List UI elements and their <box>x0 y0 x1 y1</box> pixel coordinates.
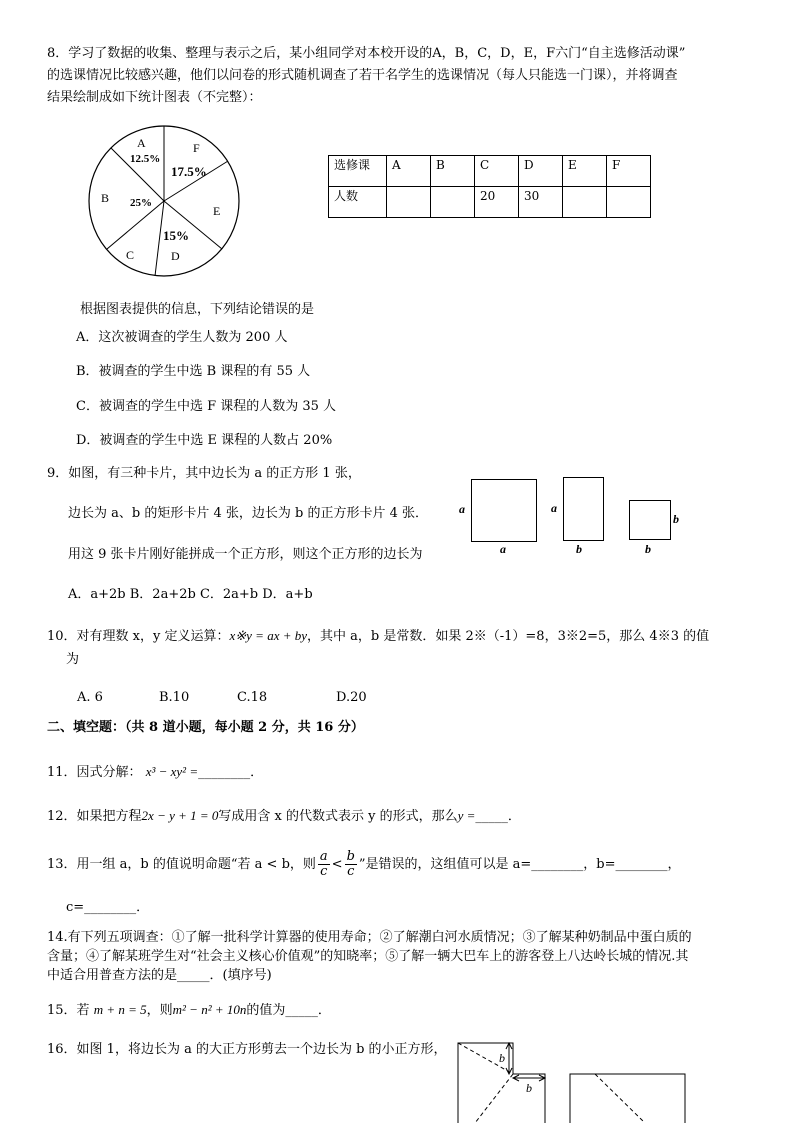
q12-text: 12．如果把方程 <box>47 809 142 824</box>
q13-text: ”是错误的，这组值可以是 a=________，b=________， <box>358 857 681 872</box>
q10-text: ，其中 a，b 是常数．如果 2※（-1）=8，3※2=5，那么 4※3 的值 <box>307 629 710 644</box>
fraction-denominator: c <box>347 864 355 879</box>
q16-line1: 16．如图 1，将边长为 a 的大正方形剪去一个边长为 b 的小正方形， <box>47 1042 447 1057</box>
q10-formula: x※y = ax + by <box>229 628 308 643</box>
pie-label-f: F <box>193 141 200 155</box>
q10-line2: 为 <box>66 652 80 667</box>
q11-post: ． <box>250 765 264 780</box>
q10-option-c: C.18 <box>237 690 268 705</box>
q12 <box>47 806 521 827</box>
table-cell <box>387 187 431 218</box>
q9-line1: 9．如图，有三种卡片，其中边长为 a 的正方形 1 张， <box>47 466 361 481</box>
q15-post: 的值为_____． <box>246 1003 331 1018</box>
q9-options: A．a+2b B．2a+2b C．2a+b D．a+b <box>68 587 313 602</box>
q13-line1 <box>47 850 681 879</box>
fraction-numerator: b <box>346 849 355 864</box>
q9-line2: 边长为 a、b 的矩形卡片 4 张，边长为 b 的正方形卡片 4 张． <box>68 506 428 521</box>
fraction-a-over-c <box>318 850 330 879</box>
pie-pct-b: 25% <box>130 197 152 209</box>
table-cell <box>607 187 651 218</box>
table-cell: E <box>563 156 607 187</box>
pie-label-c: C <box>126 248 135 262</box>
card-square-a <box>471 479 537 542</box>
q8-option-d: D．被调查的学生中选 E 课程的人数占 20% <box>76 433 333 448</box>
table-cell: F <box>607 156 651 187</box>
pie-label-a: A <box>137 136 146 150</box>
q15 <box>47 1000 331 1021</box>
table-row <box>329 187 651 218</box>
table-header-row <box>329 156 651 187</box>
q12-post: ． <box>507 809 521 824</box>
q15-text: ，则 <box>146 1003 173 1018</box>
q8-option-a: A．这次被调查的学生人数为 200 人 <box>76 330 288 345</box>
table-cell: 人数 <box>329 187 387 218</box>
fraction-denominator: c <box>320 864 328 879</box>
card-label: b <box>576 542 582 556</box>
q10-option-b: B.10 <box>159 690 190 705</box>
q8-line2: 的选课情况比较感兴趣，他们以问卷的形式随机调查了若干名学生的选课情况（每人只能选一门课），并将调查 <box>47 68 678 83</box>
pie-pct-a: 12.5% <box>130 153 161 165</box>
section-heading: 二、填空题：（共 8 道小题，每小题 2 分，共 16 分） <box>47 720 364 735</box>
q12-text: 写成用含 x 的代数式表示 y 的形式，那么 <box>218 809 458 824</box>
q11-expr: x³ − xy² = <box>145 764 199 779</box>
card-square-b <box>629 500 671 540</box>
dim-label-b: b <box>526 1081 532 1095</box>
q10-option-a: A. 6 <box>77 690 103 705</box>
table-cell <box>431 187 475 218</box>
q14-line1: 14.有下列五项调查：①了解一批科学计算器的使用寿命；②了解潮白河水质情况；③了解某种奶制品中蛋白质的 <box>47 930 692 945</box>
fraction-b-over-c <box>345 850 357 879</box>
q9-line3: 用这 9 张卡片刚好能拼成一个正方形，则这个正方形的边长为 <box>68 547 423 562</box>
q14-line2: 含量；④了解某班学生对“社会主义核心价值观”的知晓率；⑤了解一辆大巴车上的游客登上八达岭长城的情况.其 <box>47 949 689 964</box>
pie-label-d: D <box>171 249 180 263</box>
table-cell <box>563 187 607 218</box>
table-cell: A <box>387 156 431 187</box>
q8-option-c: C．被调查的学生中选 F 课程的人数为 35 人 <box>76 399 337 414</box>
q13-lt: < <box>331 857 343 872</box>
pie-label-e: E <box>213 204 221 218</box>
table-cell: 20 <box>475 187 519 218</box>
q8-line3: 结果绘制成如下统计图表（不完整）： <box>47 90 262 105</box>
q13-line2: c=________． <box>66 900 150 915</box>
q10-line1 <box>47 626 709 647</box>
q10-option-d: D.20 <box>336 690 367 705</box>
q13-text: 13．用一组 a，b 的值说明命题“若 a < b，则 <box>47 857 316 872</box>
card-label: a <box>459 502 465 516</box>
q8-prompt: 根据图表提供的信息，下列结论错误的是 <box>80 302 315 317</box>
card-label: b <box>645 542 651 556</box>
dim-label-b: b <box>499 1051 505 1065</box>
table-cell: B <box>431 156 475 187</box>
q14-line3: 中适合用普查方法的是_____．(填序号) <box>47 968 272 983</box>
q11 <box>47 762 263 783</box>
table-cell: 30 <box>519 187 563 218</box>
pie-pct-f: 17.5% <box>171 164 207 179</box>
table-cell: 选修课 <box>329 156 387 187</box>
course-table <box>328 155 651 218</box>
card-label: a <box>551 501 557 515</box>
card-label: a <box>500 542 506 556</box>
q15-expr: m² − n² + 10n <box>172 1002 247 1017</box>
card-label: b <box>673 512 679 526</box>
q15-text: 15．若 <box>47 1003 90 1018</box>
q11-blank: ________ <box>198 765 251 780</box>
pie-label-b: B <box>101 191 110 205</box>
q15-cond: m + n = 5 <box>93 1002 147 1017</box>
q11-text: 11．因式分解： <box>47 765 142 780</box>
table-cell: D <box>519 156 563 187</box>
q12-expr: 2x − y + 1 = 0 <box>141 808 219 823</box>
fraction-numerator: a <box>319 849 328 864</box>
q10-text: 10．对有理数 x，y 定义运算： <box>47 629 230 644</box>
q8-line1: 8．学习了数据的收集、整理与表示之后，某小组同学对本校开设的A，B，C，D，E，F六门“自主选修活动课” <box>47 46 686 61</box>
pie-pct-d: 15% <box>163 228 189 243</box>
q16-figure <box>455 1040 695 1123</box>
q12-y: y = <box>457 808 476 823</box>
card-rect-ab <box>563 477 604 541</box>
q12-blank: _____ <box>475 809 508 824</box>
pie-chart <box>85 122 245 282</box>
q8-option-b: B．被调查的学生中选 B 课程的有 55 人 <box>76 364 311 379</box>
table-cell: C <box>475 156 519 187</box>
